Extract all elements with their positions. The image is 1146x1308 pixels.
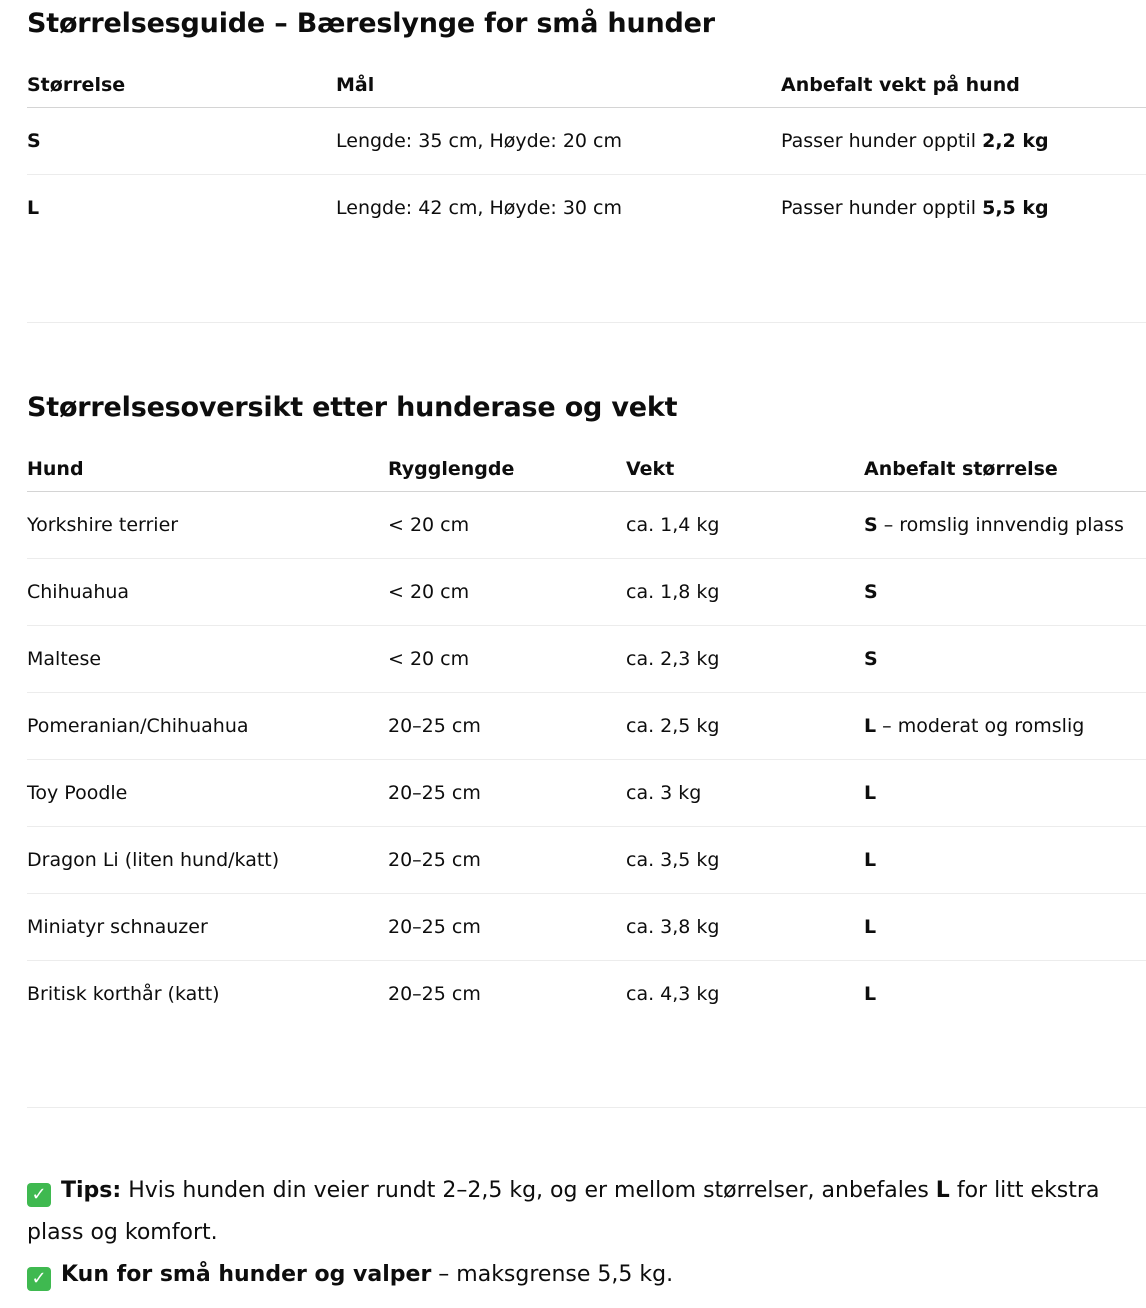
- back-length-cell: < 20 cm: [388, 559, 626, 626]
- tip-text-end: for litt ekstra plass og komfort.: [27, 1178, 1100, 1245]
- table-header-row: [27, 446, 1146, 492]
- breed-overview-table: [27, 446, 1146, 1027]
- size-cell: [27, 175, 336, 242]
- back-length-cell: 20–25 cm: [388, 827, 626, 894]
- size-value: L: [864, 782, 877, 804]
- small-dogs-text: – maksgrense 5,5 kg.: [431, 1262, 674, 1287]
- weight-cell: ca. 2,5 kg: [626, 693, 864, 760]
- small-dogs-note: [27, 1254, 1146, 1296]
- weight-cell: [781, 108, 1146, 175]
- measurements-cell: Lengde: 35 cm, Høyde: 20 cm: [336, 108, 781, 175]
- recommended-size-cell: [864, 559, 1146, 626]
- dog-cell: Toy Poodle: [27, 760, 388, 827]
- section-divider: [27, 322, 1146, 323]
- notes: [27, 1170, 1146, 1296]
- size-value: L: [27, 197, 40, 219]
- weight-value: 2,2 kg: [982, 130, 1049, 152]
- weight-cell: ca. 1,4 kg: [626, 492, 864, 559]
- dog-cell: Yorkshire terrier: [27, 492, 388, 559]
- small-dogs-label: Kun for små hunder og valper: [61, 1262, 432, 1287]
- table-header-row: [27, 62, 1146, 108]
- section-divider: [27, 1107, 1146, 1108]
- measurements-cell: Lengde: 42 cm, Høyde: 30 cm: [336, 197, 623, 219]
- column-header-recommended-weight: Anbefalt vekt på hund: [781, 62, 1146, 108]
- column-header-measurements: Mål: [336, 62, 781, 108]
- size-value: L: [864, 715, 877, 737]
- tip-text: Hvis hunden din veier rundt 2–2,5 kg, og er mellom størrelser, anbefales: [121, 1178, 936, 1203]
- dog-cell: Dragon Li (liten hund/katt): [27, 827, 388, 894]
- recommended-size-cell: [864, 961, 1146, 1028]
- weight-cell: ca. 3 kg: [626, 760, 864, 827]
- table-row: [27, 175, 1146, 242]
- table-row: [27, 559, 1146, 626]
- size-value: L: [864, 849, 877, 871]
- breed-overview-title: Størrelsesoversikt etter hunderase og vekt: [27, 392, 678, 423]
- back-length-cell: 20–25 cm: [388, 693, 626, 760]
- column-header-recommended-size: Anbefalt størrelse: [864, 446, 1146, 492]
- recommended-size-cell: [864, 827, 1146, 894]
- table-row: [27, 626, 1146, 693]
- weight-cell: [781, 175, 1146, 242]
- back-length-cell: 20–25 cm: [388, 760, 626, 827]
- weight-cell: ca. 4,3 kg: [626, 983, 720, 1005]
- weight-cell: ca. 3,8 kg: [626, 894, 864, 961]
- table-row: [27, 492, 1146, 559]
- tip-size: L: [935, 1178, 950, 1203]
- size-value: S: [864, 648, 878, 670]
- recommended-size-cell: [864, 626, 1146, 693]
- check-icon: ✓: [27, 1267, 51, 1291]
- table-row: [27, 108, 1146, 175]
- size-value: L: [864, 983, 877, 1005]
- size-value: S: [864, 514, 878, 536]
- column-header-weight: Vekt: [626, 446, 864, 492]
- weight-cell: ca. 2,3 kg: [626, 626, 864, 693]
- table-row: [27, 961, 1146, 1028]
- size-guide-title: Størrelsesguide – Bæreslynge for små hunder: [27, 8, 715, 39]
- breed-rows: [27, 492, 1146, 1028]
- back-length-cell: 20–25 cm: [388, 894, 626, 961]
- size-note: – moderat og romslig: [876, 715, 1085, 737]
- column-header-size: Størrelse: [27, 62, 336, 108]
- size-guide-table: [27, 62, 1146, 241]
- recommended-size-cell: [864, 492, 1146, 559]
- weight-value: 5,5 kg: [982, 197, 1049, 219]
- tip-note: [27, 1170, 1146, 1254]
- weight-prefix: Passer hunder opptil: [781, 197, 983, 219]
- column-header-back-length: Rygglengde: [388, 446, 626, 492]
- size-cell: [27, 108, 336, 175]
- tip-label: Tips:: [61, 1178, 122, 1203]
- table-row: [27, 693, 1146, 760]
- dog-cell: Maltese: [27, 626, 388, 693]
- recommended-size-cell: [864, 760, 1146, 827]
- table-row: [27, 894, 1146, 961]
- table-row: [27, 827, 1146, 894]
- recommended-size-cell: [864, 894, 1146, 961]
- back-length-cell: 20–25 cm: [388, 983, 481, 1005]
- table-row: [27, 760, 1146, 827]
- weight-cell: ca. 3,5 kg: [626, 827, 864, 894]
- dog-cell: Pomeranian/Chihuahua: [27, 693, 388, 760]
- dog-cell: Britisk korthår (katt): [27, 983, 220, 1005]
- back-length-cell: < 20 cm: [388, 492, 626, 559]
- back-length-cell: < 20 cm: [388, 626, 626, 693]
- recommended-size-cell: [864, 693, 1146, 760]
- size-value: S: [27, 130, 41, 152]
- weight-cell: ca. 1,8 kg: [626, 559, 864, 626]
- size-value: L: [864, 916, 877, 938]
- column-header-dog: Hund: [27, 446, 388, 492]
- weight-prefix: Passer hunder opptil: [781, 130, 983, 152]
- dog-cell: Miniatyr schnauzer: [27, 894, 388, 961]
- dog-cell: Chihuahua: [27, 559, 388, 626]
- size-value: S: [864, 581, 878, 603]
- check-icon: ✓: [27, 1183, 51, 1207]
- size-note: – romslig innvendig plass: [877, 514, 1124, 536]
